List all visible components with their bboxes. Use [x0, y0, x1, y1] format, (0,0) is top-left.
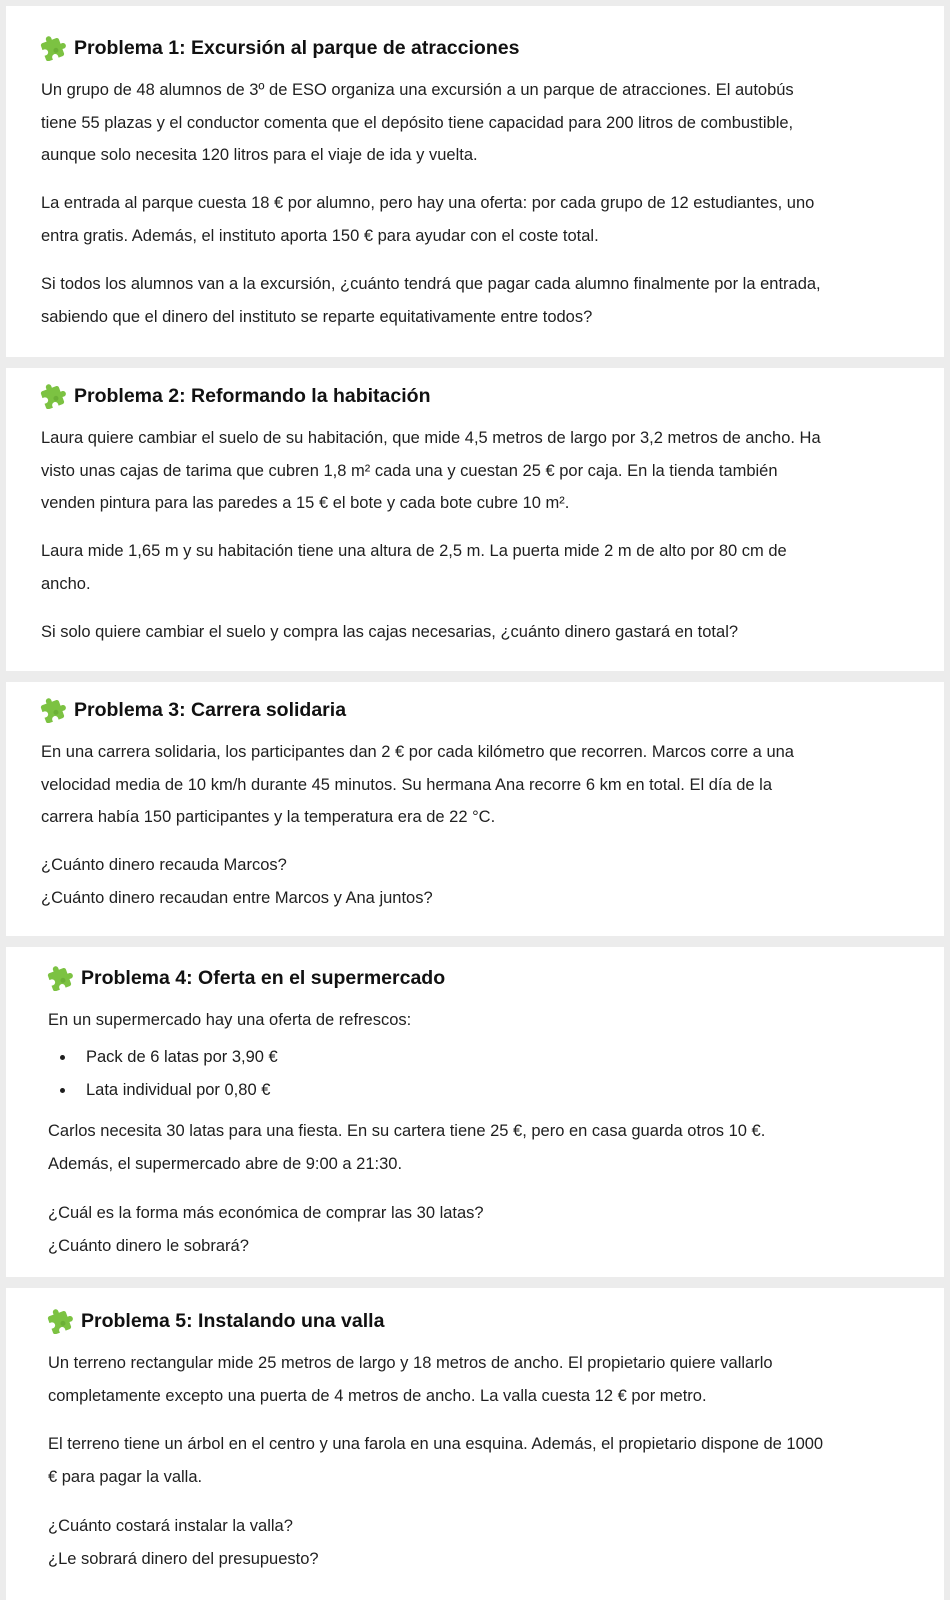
text-line: Carlos necesita 30 latas para una fiesta. En su cartera tiene 25 €, pero en casa guarda otros 10 €. — [48, 1122, 766, 1140]
text-line: ¿Cuánto costará instalar la valla? — [48, 1517, 293, 1535]
problem-card-4 — [6, 947, 944, 1277]
text-line: Laura quiere cambiar el suelo de su habitación, que mide 4,5 metros de largo por 3,2 metros de ancho. Ha — [41, 429, 821, 447]
text-line: Un grupo de 48 alumnos de 3º de ESO organiza una excursión a un parque de atracciones. El autobús — [41, 81, 794, 99]
text-line: visto unas cajas de tarima que cubren 1,8 m² cada una y cuestan 25 € por caja. En la tienda también — [41, 461, 778, 480]
problem-title — [40, 382, 430, 409]
problem-card-5 — [6, 1288, 944, 1600]
problem-paragraph — [48, 1347, 773, 1412]
text-line: ¿Cuánto dinero recauda Marcos? — [41, 856, 287, 874]
text-line: completamente excepto una puerta de 4 metros de ancho. La valla cuesta 12 € por metro. — [48, 1386, 707, 1405]
problem-title-text: Problema 3: Carrera solidaria — [74, 698, 347, 721]
puzzle-piece-icon — [40, 382, 67, 409]
puzzle-piece-icon — [47, 1307, 74, 1334]
text-line: velocidad media de 10 km/h durante 45 minutos. Su hermana Ana recorre 6 km en total. El día de la — [41, 775, 773, 794]
text-line: Laura mide 1,65 m y su habitación tiene una altura de 2,5 m. La puerta mide 2 m de alto por 80 cm de — [41, 542, 787, 560]
text-line: ¿Cuál es la forma más económica de comprar las 30 latas? — [48, 1204, 484, 1222]
problem-title — [47, 964, 445, 991]
problem-title — [40, 34, 519, 61]
list-item-text: Pack de 6 latas por 3,90 € — [86, 1048, 278, 1066]
puzzle-piece-icon — [40, 696, 67, 723]
problem-title — [47, 1307, 384, 1334]
text-line: La entrada al parque cuesta 18 € por alumno, pero hay una oferta: por cada grupo de 12 estudiantes, uno — [41, 194, 815, 212]
problem-paragraph — [41, 422, 821, 520]
list-item — [48, 1074, 278, 1107]
problem-paragraph — [41, 535, 787, 600]
text-line: tiene 55 plazas y el conductor comenta que el depósito tiene capacidad para 200 litros de combustible, — [41, 113, 794, 132]
text-line: Un terreno rectangular mide 25 metros de largo y 18 metros de ancho. El propietario quiere vallarlo — [48, 1354, 773, 1372]
problem-paragraph — [41, 74, 794, 172]
text-line: carrera había 150 participantes y la temperatura era de 22 °C. — [41, 808, 496, 826]
problem-title-text: Problema 2: Reformando la habitación — [74, 384, 431, 407]
text-line: venden pintura para las paredes a 15 € el bote y cada bote cubre 10 m². — [41, 494, 570, 512]
text-line: ¿Cuánto dinero le sobrará? — [48, 1236, 249, 1255]
problem-paragraph — [41, 187, 814, 252]
text-line: En una carrera solidaria, los participantes dan 2 € por cada kilómetro que recorren. Marcos corre a una — [41, 743, 794, 761]
text-line: € para pagar la valla. — [48, 1467, 203, 1486]
problem-title-text: Problema 4: Oferta en el supermercado — [81, 966, 446, 989]
problem-card-2 — [6, 368, 944, 671]
text-line: El terreno tiene un árbol en el centro y una farola en una esquina. Además, el propietario dispone de 1000 — [48, 1435, 824, 1453]
problem-question — [41, 849, 433, 914]
list-item-text: Lata individual por 0,80 € — [86, 1080, 271, 1099]
text-line: entra gratis. Además, el instituto aporta 150 € para ayudar con el coste total. — [41, 226, 599, 245]
list-item — [48, 1041, 278, 1074]
text-line: Si todos los alumnos van a la excursión, ¿cuánto tendrá que pagar cada alumno finalmente por la entrada, — [41, 275, 821, 293]
problem-title-text: Problema 1: Excursión al parque de atracciones — [74, 36, 520, 59]
problem-question — [41, 268, 821, 333]
offer-list — [48, 1041, 278, 1106]
text-line: ¿Le sobrará dinero del presupuesto? — [48, 1549, 319, 1568]
text-line: Además, el supermercado abre de 9:00 a 21:30. — [48, 1154, 403, 1173]
text-line: sabiendo que el dinero del instituto se reparte equitativamente entre todos? — [41, 307, 593, 326]
problem-paragraph — [41, 736, 794, 834]
text-line: En un supermercado hay una oferta de refrescos: — [48, 1011, 412, 1029]
problem-intro — [48, 1004, 411, 1037]
text-line: Si solo quiere cambiar el suelo y compra las cajas necesarias, ¿cuánto dinero gastará en total? — [41, 623, 739, 641]
problem-card-1 — [6, 6, 944, 357]
problem-title — [40, 696, 346, 723]
text-line: aunque solo necesita 120 litros para el viaje de ida y vuelta. — [41, 146, 478, 164]
puzzle-piece-icon — [47, 964, 74, 991]
puzzle-piece-icon — [40, 34, 67, 61]
problem-paragraph — [48, 1428, 823, 1493]
problem-question — [48, 1510, 319, 1575]
problem-paragraph — [48, 1115, 765, 1180]
text-line: ancho. — [41, 574, 91, 593]
problem-title-text: Problema 5: Instalando una valla — [81, 1309, 385, 1332]
problem-question — [48, 1197, 484, 1262]
problem-card-3 — [6, 682, 944, 936]
problem-question — [41, 616, 738, 649]
text-line: ¿Cuánto dinero recaudan entre Marcos y Ana juntos? — [41, 888, 433, 907]
